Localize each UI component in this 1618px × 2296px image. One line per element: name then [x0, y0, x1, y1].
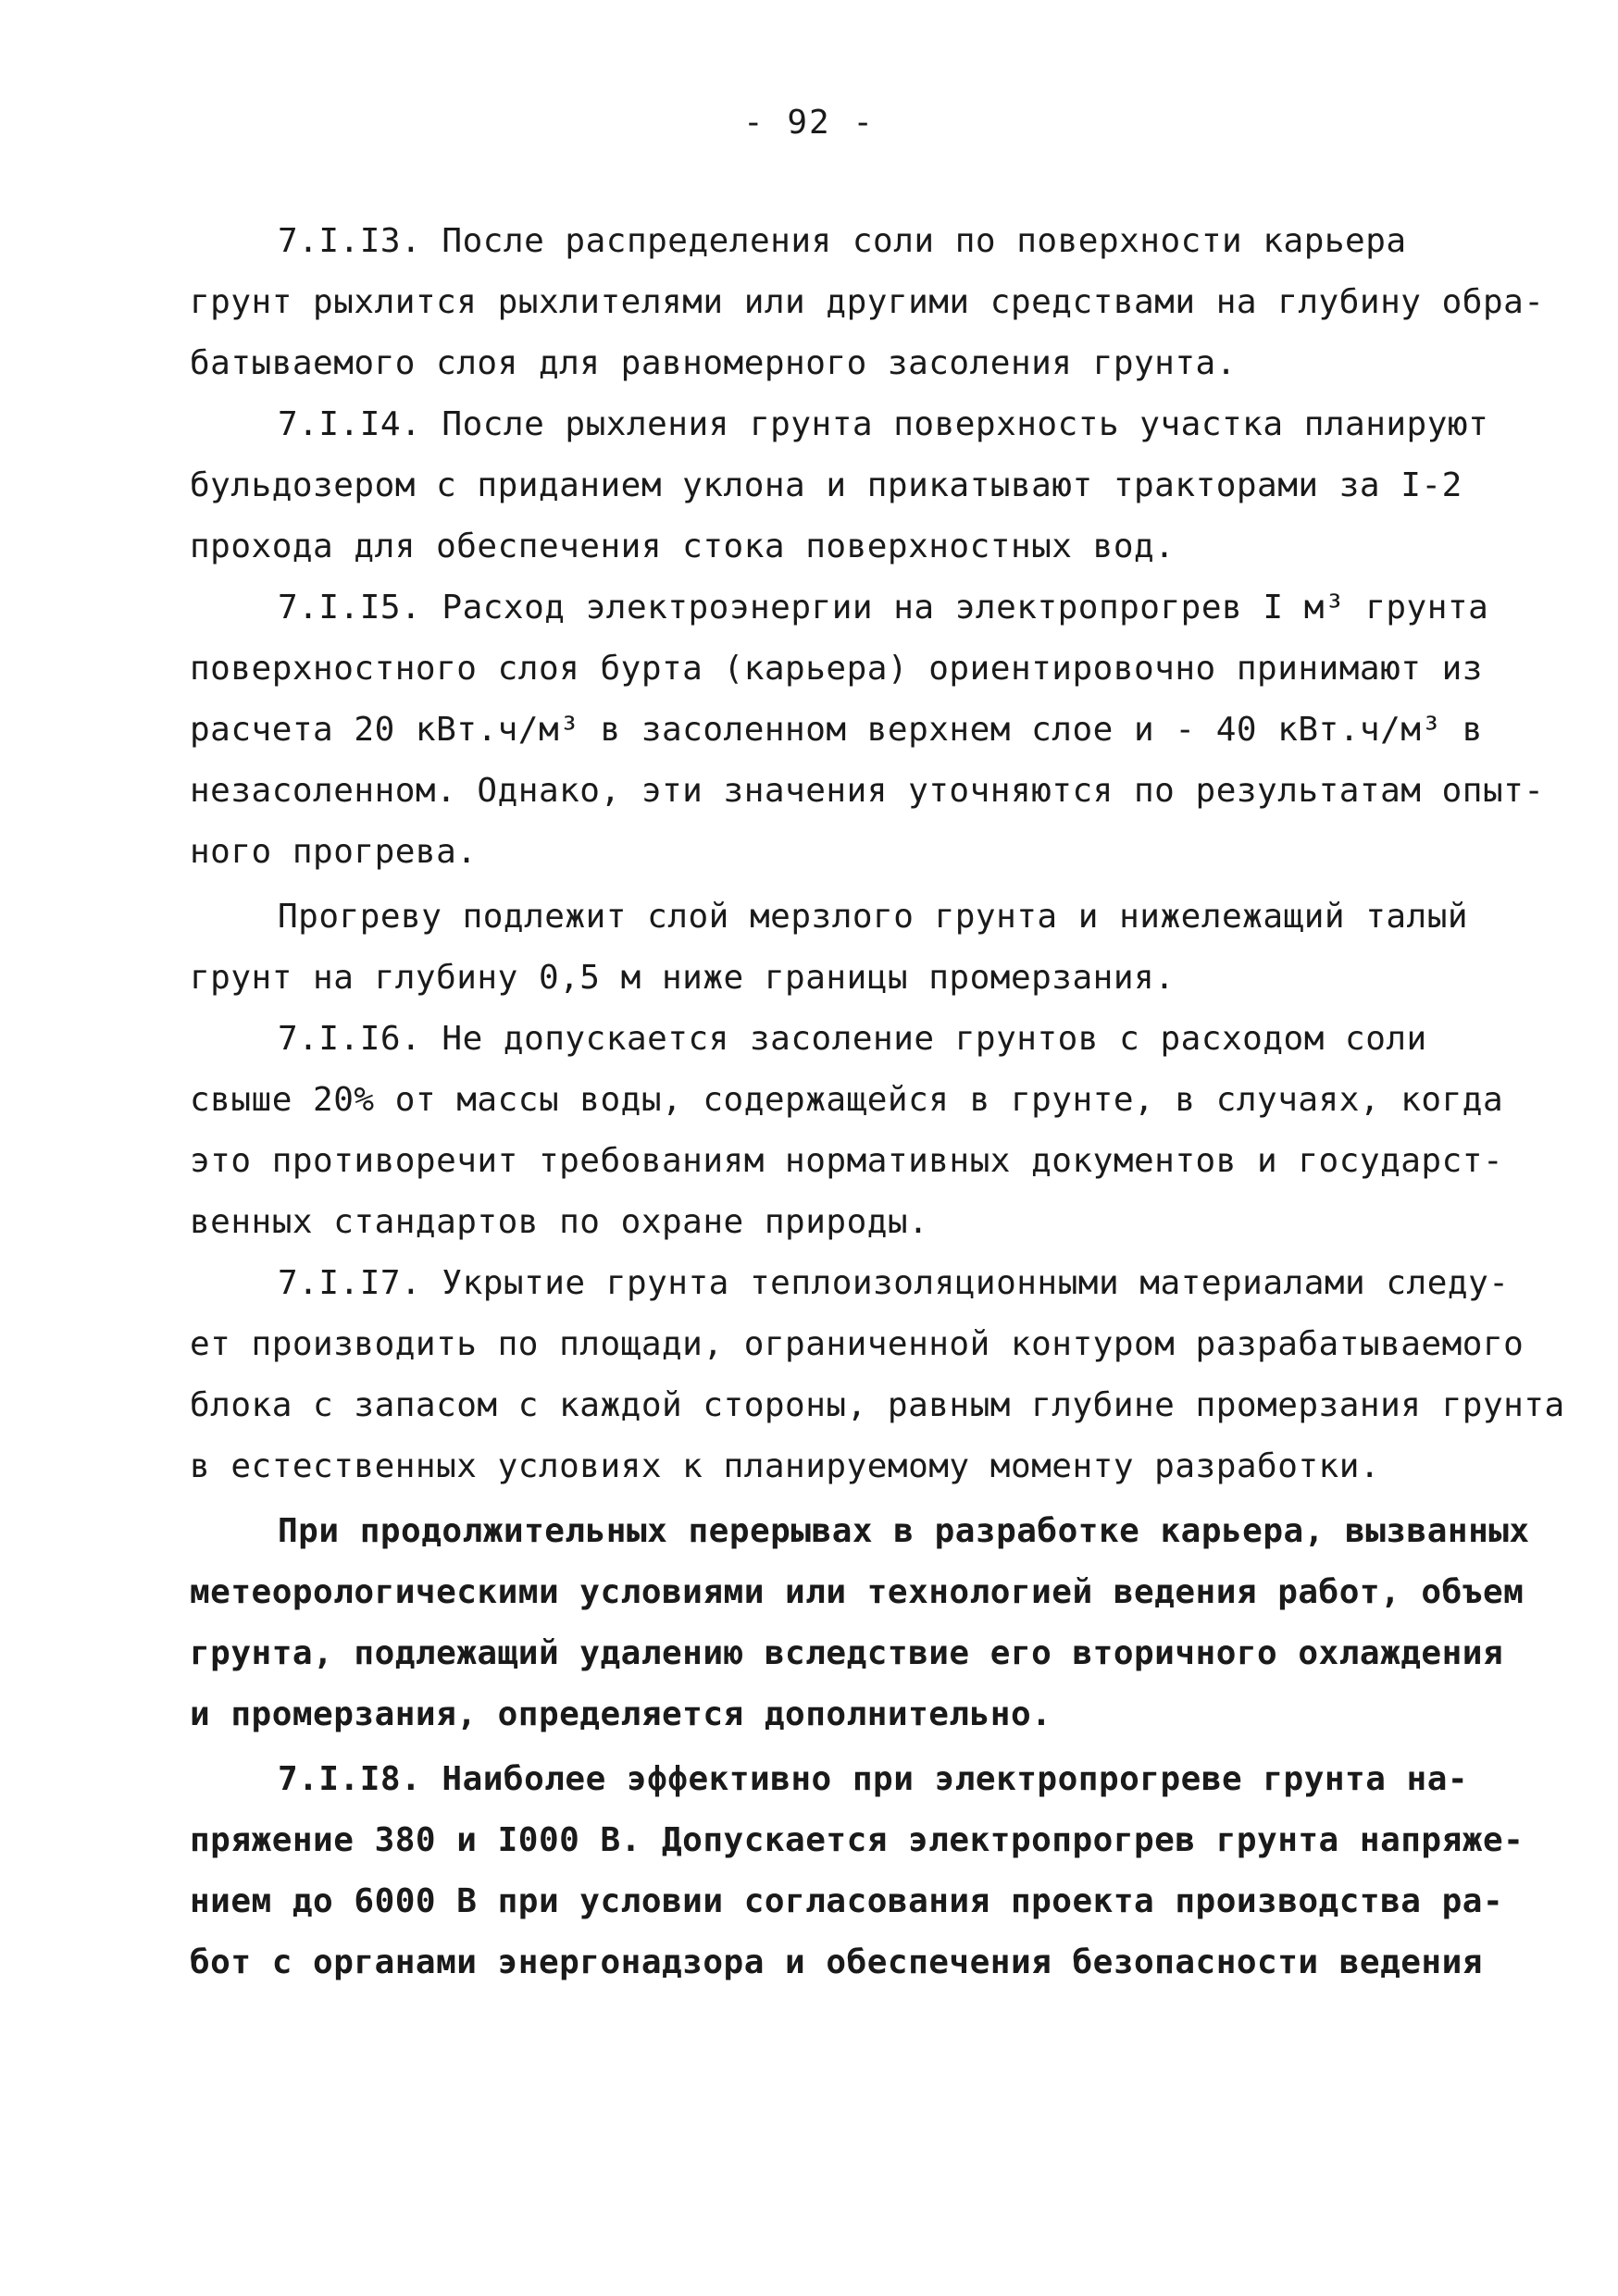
text-line: Прогреву подлежит слой мерзлого грунта и нижележащий талый	[278, 898, 1469, 936]
text-line: венных стандартов по охране природы.	[190, 1203, 929, 1241]
text-line: грунт рыхлится рыхлителями или другими средствами на глубину обра-	[190, 283, 1545, 321]
text-line: блока с запасом с каждой стороны, равным глубине промерзания грунта	[190, 1386, 1565, 1424]
text-line: незасоленном. Однако, эти значения уточняются по результатам опыт-	[190, 772, 1545, 810]
text-line: 7.I.I5. Расход электроэнергии на электропрогрев I м³ грунта	[278, 589, 1489, 627]
text-line: метеорологическими условиями или технологией ведения работ, объем	[190, 1573, 1525, 1611]
text-line: это противоречит требованиям нормативных документов и государст-	[190, 1142, 1504, 1180]
text-line: грунт на глубину 0,5 м ниже границы промерзания.	[190, 959, 1176, 997]
text-line: 7.I.I8. Наиболее эффективно при электропрогреве грунта на-	[278, 1760, 1469, 1798]
page-number: - 92 -	[742, 104, 876, 142]
text-line: бульдозером с приданием уклона и прикатывают тракторами за I-2	[190, 466, 1462, 504]
text-line: свыше 20% от массы воды, содержащейся в грунте, в случаях, когда	[190, 1081, 1504, 1119]
text-line: расчета 20 кВт.ч/м³ в засоленном верхнем слое и - 40 кВт.ч/м³ в	[190, 711, 1483, 749]
text-line: в естественных условиях к планируемому моменту разработки.	[190, 1447, 1381, 1485]
text-line: пряжение 380 и I000 В. Допускается электропрогрев грунта напряже-	[190, 1821, 1525, 1859]
text-line: 7.I.I3. После распределения соли по поверхности карьера	[278, 222, 1407, 260]
text-line: При продолжительных перерывах в разработке карьера, вызванных	[278, 1512, 1530, 1550]
text-line: нием до 6000 В при условии согласования проекта производства ра-	[190, 1882, 1504, 1920]
text-line: 7.I.I4. После рыхления грунта поверхность участка планируют	[278, 405, 1489, 443]
text-line: 7.I.I6. Не допускается засоление грунтов с расходом соли	[278, 1020, 1427, 1058]
text-line: батываемого слоя для равномерного засоления грунта.	[190, 344, 1237, 382]
text-line: 7.I.I7. Укрытие грунта теплоизоляционными материалами следу-	[278, 1264, 1510, 1302]
text-line: прохода для обеспечения стока поверхностных вод.	[190, 527, 1176, 565]
text-line: бот с органами энергонадзора и обеспечения безопасности ведения	[190, 1943, 1483, 1981]
text-line: грунта, подлежащий удалению вследствие его вторичного охлаждения	[190, 1634, 1504, 1672]
text-line: и промерзания, определяется дополнительно.	[190, 1695, 1052, 1733]
text-line: ного прогрева.	[190, 833, 478, 871]
text-line: ет производить по площади, ограниченной контуром разрабатываемого	[190, 1325, 1525, 1363]
text-line: поверхностного слоя бурта (карьера) ориентировочно принимают из	[190, 650, 1483, 688]
